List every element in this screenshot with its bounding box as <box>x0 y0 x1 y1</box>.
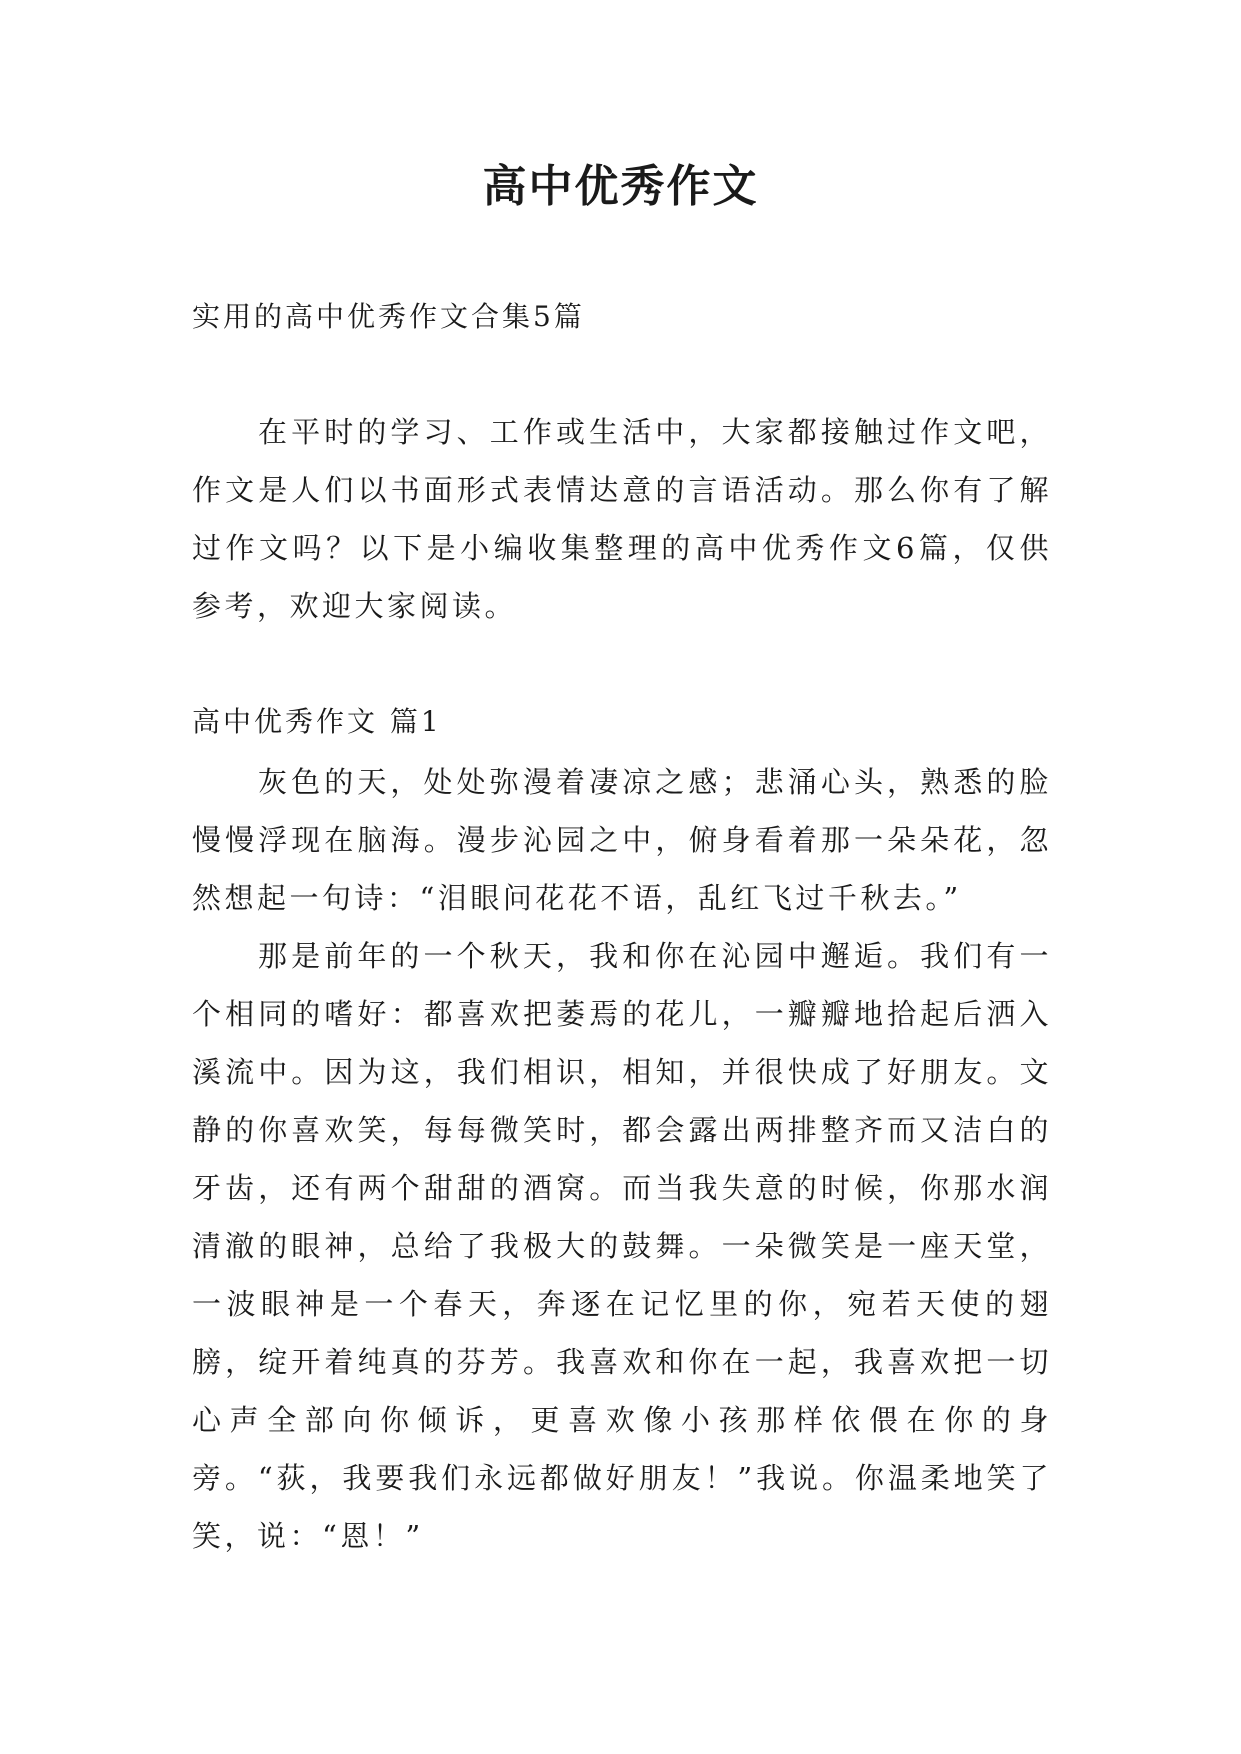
document-subtitle: 实用的高中优秀作文合集5篇 <box>192 300 585 333</box>
body-paragraph: 那是前年的一个秋天，我和你在沁园中邂逅。我们有一个相同的嗜好：都喜欢把萎焉的花儿，一瓣瓣地拾起后洒入溪流中。因为这，我们相识，相知，并很快成了好朋友。文静的你喜欢笑，每每微笑时，都会露出两排整齐而又洁白的牙齿，还有两个甜甜的酒窝。而当我失意的时候，你那水润清澈的眼神，总给了我极大的鼓舞。一朵微笑是一座天堂，一波眼神是一个春天，奔逐在记忆里的你，宛若天使的翅膀，绽开着纯真的芬芳。我喜欢和你在一起，我喜欢把一切心声全部向你倾诉，更喜欢像小孩那样依偎在你的身旁。“荻，我要我们永远都做好朋友！”我说。你温柔地笑了笑，说：“恩！” <box>192 939 1052 1553</box>
intro-paragraph: 在平时的学习、工作或生活中，大家都接触过作文吧，作文是人们以书面形式表情达意的言语活动。那么你有了解过作文吗？以下是小编收集整理的高中优秀作文6篇，仅供参考，欢迎大家阅读。 <box>192 415 1052 623</box>
body-paragraph: 灰色的天，处处弥漫着凄凉之感；悲涌心头，熟悉的脸慢慢浮现在脑海。漫步沁园之中，俯身看着那一朵朵花，忽然想起一句诗：“泪眼问花花不语，乱红飞过千秋去。” <box>192 765 1052 915</box>
document-title: 高中优秀作文 <box>482 161 759 212</box>
section-heading: 高中优秀作文 篇1 <box>192 705 442 738</box>
